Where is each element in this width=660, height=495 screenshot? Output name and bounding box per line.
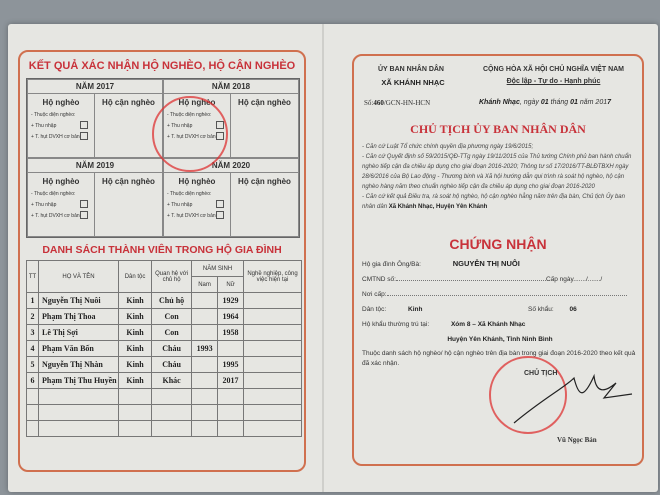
- cell-tt: 2: [27, 309, 39, 325]
- cell-relation: Cháu: [152, 341, 192, 357]
- near-poor-column: Hộ cận nghèo: [238, 98, 291, 107]
- year-label: NĂM 2018: [164, 80, 298, 94]
- cell-job: [244, 357, 302, 373]
- cell-name: [39, 389, 119, 405]
- cell-job: [244, 373, 302, 389]
- cell-male: [192, 389, 218, 405]
- certificate-heading: CHỨNG NHẬN: [449, 236, 547, 252]
- cell-male: [192, 325, 218, 341]
- cell-job: [244, 325, 302, 341]
- services-checkbox[interactable]: [80, 132, 88, 140]
- col-relation: Quan hệ với chủ hộ: [152, 261, 192, 293]
- col-job: Nghề nghiệp, công việc hiện tại: [244, 261, 302, 293]
- cell-female: [218, 405, 244, 421]
- cell-ethnic: Kinh: [119, 357, 152, 373]
- cell-tt: 5: [27, 357, 39, 373]
- cell-tt: [27, 405, 39, 421]
- year-block: [27, 158, 163, 237]
- right-page: [352, 54, 644, 466]
- cell-relation: [152, 389, 192, 405]
- cell-job: [244, 309, 302, 325]
- table-row: [27, 357, 302, 373]
- cell-relation: [152, 405, 192, 421]
- income-checkbox[interactable]: [216, 200, 224, 208]
- cell-ethnic: Kinh: [119, 325, 152, 341]
- cell-job: [244, 389, 302, 405]
- cell-male: [192, 405, 218, 421]
- cell-name: [39, 405, 119, 421]
- cell-tt: 3: [27, 325, 39, 341]
- year-label: NĂM 2017: [28, 80, 162, 94]
- cell-job: [244, 341, 302, 357]
- cell-job: [244, 405, 302, 421]
- year-label: NĂM 2019: [28, 159, 162, 173]
- cell-name: Phạm Thị Thu Huyền: [39, 373, 119, 389]
- col-male: Nam: [192, 277, 218, 293]
- cell-ethnic: Kinh: [119, 293, 152, 309]
- cell-female: 1995: [218, 357, 244, 373]
- cell-name: Lê Thị Sợi: [39, 325, 119, 341]
- cell-ethnic: Kinh: [119, 309, 152, 325]
- country-name: CỘNG HÒA XÃ HỘI CHỦ NGHĨA VIỆT NAM: [482, 66, 625, 73]
- income-checkbox[interactable]: [80, 121, 88, 129]
- table-row: [27, 405, 302, 421]
- services-checkbox[interactable]: [80, 211, 88, 219]
- services-checkbox[interactable]: [216, 211, 224, 219]
- cell-relation: Con: [152, 325, 192, 341]
- org-name: ỦY BAN NHÂN DÂN: [378, 66, 444, 73]
- cell-male: [192, 373, 218, 389]
- poor-column: Hộ nghèo - Thuộc diện nghèo: + Thu nhập + T. hụt DVXH cơ bản: [28, 173, 95, 236]
- legal-basis: - Căn cứ Luật Tổ chức chính quyền địa phương ngày 19/6/2015; - Căn cứ Quyết định số 59/2015/QĐ-TTg ngày 19/11/2015 của Thủ tướng Chính phủ ban hành chuẩn nghèo tiếp cận đa chiều áp dụng cho giai đoạn 2016-2020; Thông tư số 17/2016/TT-BLĐTBXH ngày 28/6/2016 của Bộ Lao động - Thương binh và Xã hội hướng dẫn qui trình rà soát hộ nghèo, hộ cận nghèo hàng năm theo chuẩn nghèo tiếp cận đa chiều áp dụng cho giai đoạn 2016-2020 - Căn cứ kết quả Điều tra, rà soát hộ nghèo, hộ cận nghèo hằng năm trên địa bàn, Chủ tịch Ủy ban nhân dân Xã Khánh Nhạc, Huyện Yên Khánh: [362, 144, 632, 210]
- cell-female: 2017: [218, 373, 244, 389]
- col-ethnic: Dân tộc: [119, 261, 152, 293]
- cell-tt: [27, 389, 39, 405]
- commune-name: XÃ KHÁNH NHẠC: [381, 78, 445, 87]
- cell-ethnic: [119, 421, 152, 437]
- col-tt: TT: [27, 261, 39, 293]
- confirmation-title: KẾT QUẢ XÁC NHẬN HỘ NGHÈO, HỘ CẬN NGHÈO: [28, 60, 296, 72]
- col-name: HỌ VÀ TÊN: [39, 261, 119, 293]
- issuer-title: CHỦ TỊCH ỦY BAN NHÂN DÂN: [410, 122, 586, 136]
- signer-title: CHỦ TỊCH: [524, 370, 558, 377]
- poor-column: Hộ nghèo - Thuộc diện nghèo: + Thu nhập + T. hụt DVXH cơ bản: [28, 94, 95, 157]
- members-table: [26, 260, 302, 437]
- poor-column: Hộ nghèo - Thuộc diện nghèo: + Thu nhập + T. hụt DVXH cơ bản: [164, 173, 231, 236]
- year-block: [27, 79, 163, 158]
- col-birth: NĂM SINH: [192, 261, 244, 277]
- cell-name: Nguyễn Thị Nhàn: [39, 357, 119, 373]
- left-page: [18, 50, 306, 472]
- cell-male: [192, 309, 218, 325]
- signer-name: Vũ Ngọc Bản: [557, 436, 597, 444]
- cell-relation: [152, 421, 192, 437]
- table-row: [27, 421, 302, 437]
- cell-tt: [27, 421, 39, 437]
- near-poor-column: Hộ cận nghèo: [102, 98, 155, 107]
- cell-ethnic: [119, 389, 152, 405]
- income-checkbox[interactable]: [80, 200, 88, 208]
- members-title: DANH SÁCH THÀNH VIÊN TRONG HỘ GIA ĐÌNH: [42, 244, 282, 256]
- cell-ethnic: [119, 405, 152, 421]
- cell-tt: 6: [27, 373, 39, 389]
- cell-male: [192, 293, 218, 309]
- cell-job: [244, 421, 302, 437]
- cell-tt: 4: [27, 341, 39, 357]
- cell-male: 1993: [192, 341, 218, 357]
- cell-ethnic: Kinh: [119, 373, 152, 389]
- fold-line: [322, 24, 324, 492]
- cell-female: [218, 421, 244, 437]
- cell-tt: 1: [27, 293, 39, 309]
- table-row: [27, 309, 302, 325]
- cell-name: Phạm Văn Bốn: [39, 341, 119, 357]
- household-details: Hộ gia đình Ông/Bà: NGUYỄN THỊ NUÔI CMTND số: Cấp ngày......./......./ Nơi cấp: Dân tộc: Kinh Số khẩu: 06 Hộ khẩu thường trú tại: Xóm 8 – Xã Khánh Nhạc Huyện Yên Khánh, Tỉnh Ninh Bình Thuộc danh sách hộ nghèo/ hộ cận nghèo trên địa bàn trong giai đoạn 2016-2020 theo kết quả đã xác nhận.: [362, 259, 636, 367]
- cell-female: 1958: [218, 325, 244, 341]
- table-row: [27, 389, 302, 405]
- near-poor-column: Hộ cận nghèo: [102, 177, 155, 186]
- col-female: Nữ: [218, 277, 244, 293]
- red-seal-stamp: [152, 96, 228, 172]
- table-row: [27, 373, 302, 389]
- cell-name: Phạm Thị Thoa: [39, 309, 119, 325]
- cell-male: [192, 421, 218, 437]
- motto: Độc lập - Tự do - Hạnh phúc: [506, 78, 601, 85]
- cell-relation: Khác: [152, 373, 192, 389]
- cell-ethnic: Kinh: [119, 341, 152, 357]
- cell-female: [218, 341, 244, 357]
- cell-female: [218, 389, 244, 405]
- cell-job: [244, 293, 302, 309]
- cell-female: 1929: [218, 293, 244, 309]
- cell-relation: Chủ hộ: [152, 293, 192, 309]
- year-label: NĂM 2020: [164, 159, 298, 173]
- cell-relation: Cháu: [152, 357, 192, 373]
- poor-column: Hộ nghèo - Thuộc diện nghèo: + Thu nhập + T. hụt DVXH cơ bản: [164, 94, 231, 157]
- cell-name: Nguyễn Thị Nuôi: [39, 293, 119, 309]
- table-row: [27, 341, 302, 357]
- signature: [504, 368, 634, 428]
- cell-relation: Con: [152, 309, 192, 325]
- table-row: [27, 325, 302, 341]
- table-row: [27, 293, 302, 309]
- cell-name: [39, 421, 119, 437]
- document-date: Khánh Nhạc, ngày 01 tháng 01 năm 2017: [479, 99, 612, 106]
- document-number: Số:460/GCN-HN-HCN: [364, 99, 431, 107]
- cell-female: 1964: [218, 309, 244, 325]
- cell-male: [192, 357, 218, 373]
- near-poor-column: Hộ cận nghèo: [238, 177, 291, 186]
